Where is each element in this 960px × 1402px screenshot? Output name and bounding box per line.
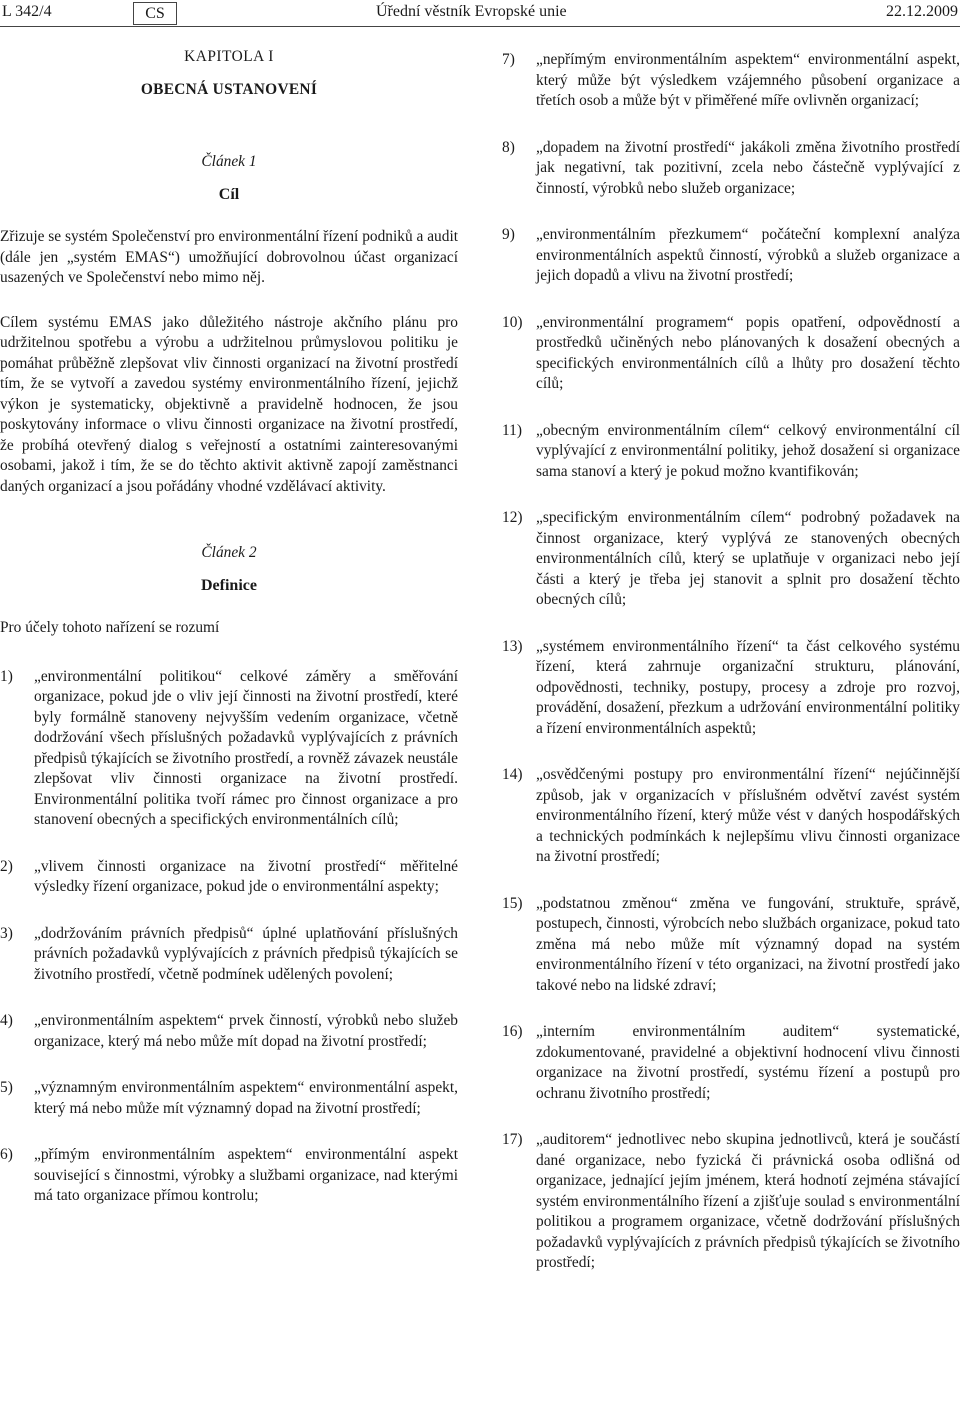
definition-text: „environmentálním přezkumem“ počáteční komplexní analýza environmentálních aspektů činností, výrobků a služeb organizace a jejich dopadů a vlivu na životní prostředí; xyxy=(536,226,960,284)
definition-text: „specifickým environmentálním cílem“ podrobný požadavek na činnost organizace, který vyplývá ze stanovených obecných environmentálních cílů, který se uplatňuje v organizaci nebo její části a který je třeba jej stanovit a splnit pro dosažení těchto obecných cílů; xyxy=(536,509,960,608)
definition-text: „podstatnou změnou“ změna ve fungování, struktuře, správě, postupech, činnosti, výrobcích nebo službách organizace, pokud tato změna má nebo může mít významný dopad na systém environmentálního řízení v této organizaci, na životní prostředí jako takové nebo na lidské zdraví; xyxy=(536,894,960,994)
definition-text: „systémem environmentálního řízení“ ta část celkového systému řízení, která zahrnuje organizační strukturu, plánování, odpovědnosti, techniky, postupy, procesy a zdroje pro rozvoj, provádění, dosažení, přezkum a udržování environmentální politiky a řízení environmentálních aspektů; xyxy=(536,637,960,737)
definition-item xyxy=(502,508,960,611)
definition-number: 4) xyxy=(0,1012,13,1029)
article-2-title: Definice xyxy=(201,576,257,594)
article-2-label: Článek 2 xyxy=(201,544,257,561)
definition-text: „environmentální programem“ popis opatření, odpovědností a prostředků učiněných nebo plánovaných k dosažení obecných a specifických environmentálních cílů a lhůty pro dosažení těchto cílů; xyxy=(536,313,960,392)
definition-number: 6) xyxy=(0,1146,13,1163)
definition-number: 5) xyxy=(0,1079,13,1096)
chapter-title: OBECNÁ USTANOVENÍ xyxy=(140,80,318,98)
definition-item xyxy=(502,225,960,287)
publication-date: 22.12.2009 xyxy=(886,3,958,20)
definition-item xyxy=(0,1011,458,1052)
definition-number: 13) xyxy=(502,637,523,655)
definition-number: 16) xyxy=(502,1023,523,1040)
definition-item xyxy=(502,637,960,740)
definition-number: 11) xyxy=(502,421,522,439)
definition-item xyxy=(0,1078,458,1119)
definition-item xyxy=(0,857,458,898)
definition-text: „významným environmentálním aspektem“ environmentální aspekt, který má nebo může mít významný dopad na životní prostředí; xyxy=(34,1079,458,1117)
definition-item xyxy=(502,138,960,200)
article-1-paragraph-2: Cílem systému EMAS jako důležitého nástroje akčního plánu pro udržitelnou spotřebu a výrobu a udržitelnou průmyslovou politiku je pomáhat průběžně zlepšovat vliv činnosti organizací na životní prostředí tím, že se vytvoří a zavedou systémy environmentálního řízení, jejichž výkon je systematicky, objektivně a pravidelně hodnocen, že jsou poskytovány informace o vlivu činnosti organizace na životní prostředí, že probíhá otevřený dialog s veřejností a ostatními zainteresovanými osobami, jakož i tím, že se do těchto aktivit aktivně zapojí zaměstnanci daných organizací a jsou pořádány vhodné vzdělávací aktivity. xyxy=(0,313,458,495)
definition-text: „přímým environmentálním aspektem“ environmentální aspekt související s činnostmi, výrobky a službami organizace, nad kterými má tato organizace přímou kontrolu; xyxy=(34,1146,458,1204)
page-header xyxy=(0,0,960,27)
definition-text: „environmentálním aspektem“ prvek činností, výrobků nebo služeb organizace, který má nebo může mít dopad na životní prostředí; xyxy=(34,1012,458,1050)
language-badge: CS xyxy=(133,2,177,25)
definition-text: „osvědčenými postupy pro environmentální řízení“ nejúčinnější způsob, jak v organizacích v příslušném odvětví zavést systém environmentálního řízení, který může vést v daných hospodářských a technických podmínkách k nejlepšímu vlivu činnosti organizace na životní prostředí; xyxy=(536,766,960,865)
definition-text: „environmentální politikou“ celkové záměry a směřování organizace, pokud jde o vliv její činnosti na životní prostředí, které byly formálně stanoveny nejvyšším vedením organizace, včetně dodržování všech příslušných požadavků vyplývajících z právních předpisů týkajících se životního prostředí, a rovněž závazek neustále zlepšovat vliv činnosti organizace na životní prostředí. Environmentální politika tvoří rámec pro činnost organizace a pro stanovení obecných a specifických environmentálních cílů; xyxy=(34,667,458,828)
definition-number: 12) xyxy=(502,509,523,526)
definition-item xyxy=(0,1145,458,1207)
article-1-paragraph-1: Zřizuje se systém Společenství pro environmentální řízení podniků a audit (dále jen „systém EMAS“) umožňující dobrovolnou účast organizací usazených ve Společenství nebo mimo něj. xyxy=(0,228,458,286)
definition-number: 7) xyxy=(502,51,515,68)
article-2-intro: Pro účely tohoto nařízení se rozumí xyxy=(0,619,220,636)
definition-item xyxy=(502,313,960,395)
definition-item xyxy=(502,894,960,997)
article-1-label: Článek 1 xyxy=(201,153,257,170)
definition-number: 3) xyxy=(0,924,13,942)
definition-item xyxy=(0,667,458,831)
definition-number: 14) xyxy=(502,766,523,783)
definitions-list-left xyxy=(0,667,458,1207)
definition-number: 9) xyxy=(502,226,515,243)
definition-text: „vlivem činnosti organizace na životní prostředí“ měřitelné výsledky řízení organizace, pokud jde o environmentální aspekty; xyxy=(34,857,458,895)
definition-item xyxy=(502,1022,960,1104)
definition-item xyxy=(502,421,960,483)
definition-item xyxy=(502,50,960,112)
definition-text: „dopadem na životní prostředí“ jakákoli změna životního prostředí jak negativní, tak pozitivní, zcela nebo částečně vyplývající z činností, výrobků nebo služeb organizace; xyxy=(536,138,960,197)
definition-number: 17) xyxy=(502,1131,523,1148)
definition-text: „interním environmentálním auditem“ systematické, zdokumentované, pravidelné a objektivní hodnocení vlivu činnosti organizace na životní prostředí, systému řízení a postupů pro ochranu životního prostředí; xyxy=(536,1023,960,1102)
definition-item xyxy=(0,924,458,986)
definitions-list-right xyxy=(502,50,960,1274)
definition-item xyxy=(502,765,960,868)
definition-number: 2) xyxy=(0,857,13,875)
definition-text: „nepřímým environmentálním aspektem“ environmentální aspekt, který může být výsledkem vzájemného působení organizace a třetích osob a může být v přiměřené míře ovlivněn organizací; xyxy=(536,51,960,109)
definition-text: „obecným environmentálním cílem“ celkový environmentální cíl vyplývající z environmentální politiky, jehož dosažení si organizace sama stanoví a který je pokud možno kvantifikován; xyxy=(536,421,960,480)
definition-number: 8) xyxy=(502,138,515,156)
journal-title: Úřední věstník Evropské unie xyxy=(376,3,567,20)
article-1-title: Cíl xyxy=(218,185,240,203)
definition-number: 1) xyxy=(0,667,13,685)
chapter-label: KAPITOLA I xyxy=(184,48,274,65)
definition-item xyxy=(502,1130,960,1274)
page-number: L 342/4 xyxy=(2,3,52,20)
left-column xyxy=(0,42,458,1207)
definition-number: 15) xyxy=(502,894,523,912)
right-column xyxy=(502,42,960,1274)
definition-number: 10) xyxy=(502,313,523,331)
definition-text: „auditorem“ jednotlivec nebo skupina jednotlivců, která je součástí dané organizace, nebo fyzická či právnická osoba odlišná od organizace, jednající jejím jménem, která hodnotí zejména stávající systém environmentálního řízení a zjišťuje soulad s environmentální politikou a programem organizace, včetně dodržování příslušných požadavků vyplývajících z právních předpisů týkajících se životního prostředí; xyxy=(536,1131,960,1271)
definition-text: „dodržováním právních předpisů“ úplné uplatňování příslušných právních požadavků vyplývajících z právních předpisů týkajících se životního prostředí, včetně podmínek udělených povolení; xyxy=(34,924,458,983)
